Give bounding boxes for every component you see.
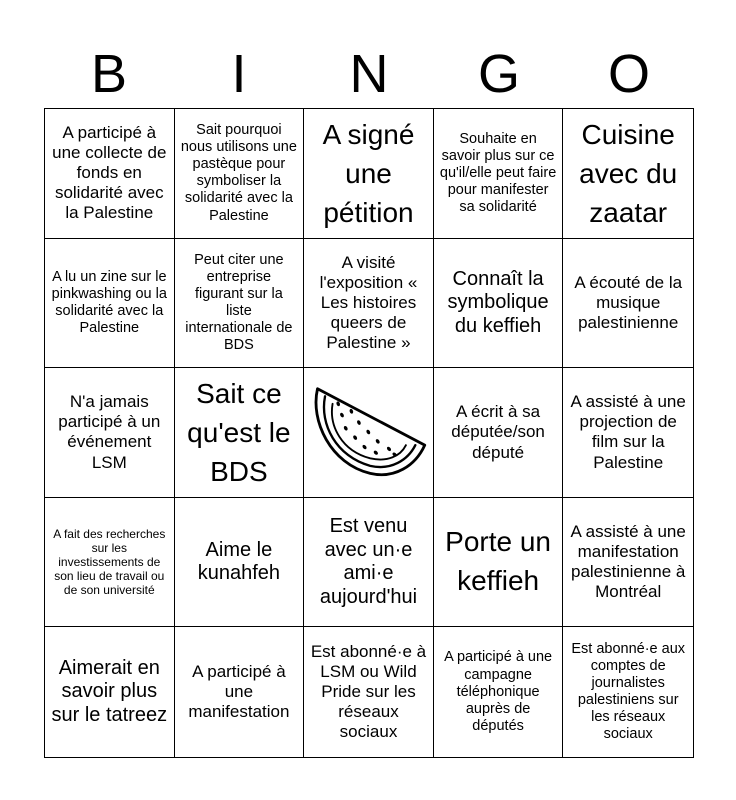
cell-text: Cuisine avec du zaatar — [579, 118, 678, 228]
watermelon-slice-icon — [310, 380, 427, 484]
cell-text: Est abonné·e à LSM ou Wild Pride sur les réseaux sociaux — [310, 642, 427, 742]
bingo-cell[interactable] — [175, 368, 305, 498]
bingo-cell[interactable] — [563, 239, 693, 369]
cell-text: A participé à une manifestation — [188, 662, 290, 722]
bingo-cell[interactable] — [434, 239, 564, 369]
bingo-cell[interactable] — [563, 368, 693, 498]
header-letter-o: O — [607, 44, 650, 104]
bingo-cell[interactable] — [304, 627, 434, 757]
bingo-cell[interactable] — [175, 627, 305, 757]
cell-text: Souhaite en savoir plus sur ce qu'il/elle peut faire pour manifester sa solidarité — [439, 130, 557, 215]
cell-text: A lu un zine sur le pinkwashing ou la solidarité avec la Palestine — [51, 268, 167, 336]
bingo-cell[interactable] — [563, 109, 693, 239]
bingo-cell[interactable] — [45, 109, 175, 239]
cell-text: A fait des recherches sur les investissements de son lieu de travail ou de son université — [53, 526, 166, 598]
bingo-cell[interactable] — [304, 498, 434, 628]
bingo-cell[interactable] — [45, 498, 175, 628]
bingo-cell[interactable] — [45, 368, 175, 498]
cell-text: Sait ce qu'est le BDS — [187, 377, 291, 488]
bingo-header — [44, 44, 694, 104]
bingo-cell[interactable] — [45, 239, 175, 369]
cell-text: Peut citer une entreprise figurant sur la liste internationale de BDS — [185, 251, 293, 354]
cell-text: N'a jamais participé à un événement LSM — [58, 392, 161, 472]
header-letter-i: I — [231, 44, 247, 104]
bingo-cell[interactable] — [434, 627, 564, 757]
bingo-cell[interactable] — [434, 109, 564, 239]
cell-text: Porte un keffieh — [445, 526, 552, 597]
cell-text: A écrit à sa députée/son député — [451, 402, 545, 462]
cell-text: Est abonné·e aux comptes de journalistes palestiniens sur les réseaux sociaux — [571, 640, 686, 743]
cell-text: Aime le kunahfeh — [197, 538, 281, 585]
cell-text: A visité l'exposition « Les histoires queers de Palestine » — [319, 252, 418, 352]
cell-text: Aimerait en savoir plus sur le tatreez — [51, 656, 168, 726]
free-space-cell[interactable] — [304, 368, 434, 498]
cell-text: A écouté de la musique palestinienne — [574, 272, 683, 332]
bingo-grid — [44, 108, 694, 758]
cell-text: A participé à une collecte de fonds en solidarité avec la Palestine — [52, 123, 167, 223]
bingo-cell[interactable] — [304, 109, 434, 239]
bingo-cell[interactable] — [563, 627, 693, 757]
cell-text: A assisté à une projection de film sur la Palestine — [570, 392, 686, 472]
bingo-cell[interactable] — [434, 368, 564, 498]
bingo-cell[interactable] — [175, 498, 305, 628]
cell-text: A participé à une campagne téléphonique auprès de députés — [444, 649, 553, 734]
cell-text: A assisté à une manifestation palestinienne à Montréal — [570, 522, 686, 602]
header-letter-g: G — [477, 44, 520, 104]
cell-text: Sait pourquoi nous utilisons une pastèque pour symboliser la solidarité avec la Palestine — [180, 121, 297, 224]
cell-text: A signé une pétition — [322, 118, 415, 228]
bingo-cell[interactable] — [434, 498, 564, 628]
bingo-cell[interactable] — [175, 109, 305, 239]
cell-text: Connaît la symbolique du keffieh — [447, 267, 549, 337]
header-letter-b: B — [90, 44, 128, 104]
bingo-cell[interactable] — [45, 627, 175, 757]
bingo-cell[interactable] — [304, 239, 434, 369]
cell-text: Est venu avec un·e ami·e aujourd'hui — [319, 514, 418, 608]
bingo-cell[interactable] — [563, 498, 693, 628]
bingo-cell[interactable] — [175, 239, 305, 369]
header-letter-n: N — [349, 44, 389, 104]
